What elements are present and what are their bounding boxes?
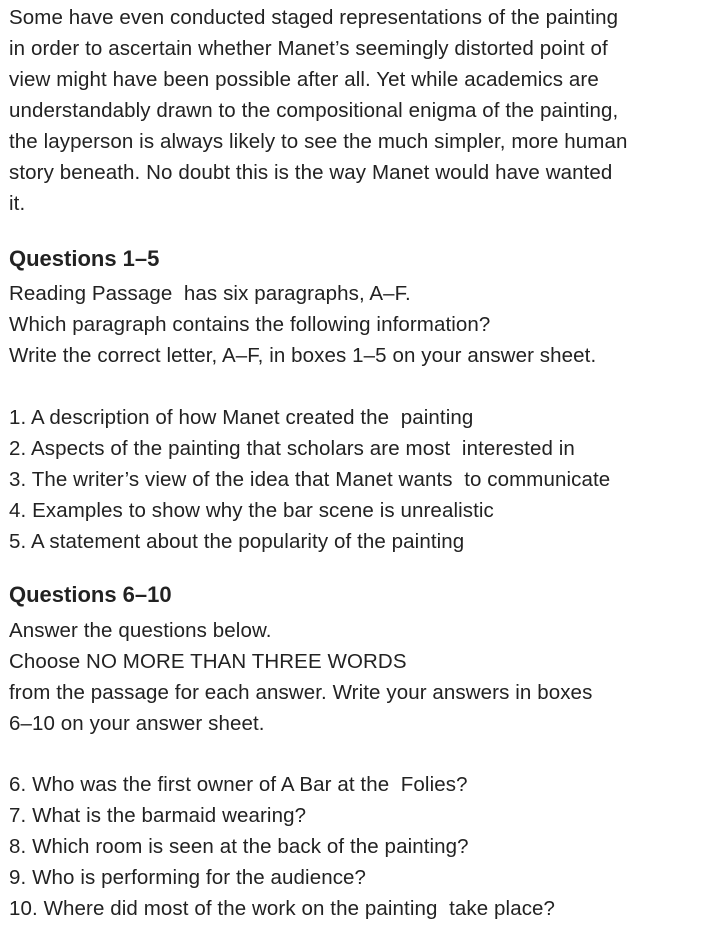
question-item: 4. Examples to show why the bar scene is unrealistic	[9, 499, 494, 522]
instruction-line: Answer the questions below.	[9, 619, 272, 642]
question-item: 6. Who was the first owner of A Bar at the Folies?	[9, 773, 468, 796]
question-item: 5. A statement about the popularity of the painting	[9, 530, 465, 553]
question-item: 7. What is the barmaid wearing?	[9, 804, 307, 827]
question-item: 9. Who is performing for the audience?	[9, 866, 367, 889]
question-item: 2. Aspects of the painting that scholars are most interested in	[9, 437, 575, 460]
instruction-line: 6–10 on your answer sheet.	[9, 712, 265, 735]
question-item: 3. The writer’s view of the idea that Manet wants to communicate	[9, 468, 611, 491]
instruction-line: Choose NO MORE THAN THREE WORDS	[9, 650, 407, 673]
passage-line: understandably drawn to the compositional enigma of the painting,	[9, 99, 619, 122]
passage-line: view might have been possible after all. Yet while academics are	[9, 68, 599, 91]
section-heading: Questions 6–10	[9, 582, 172, 607]
instruction-line: from the passage for each answer. Write your answers in boxes	[9, 681, 593, 704]
passage-line: the layperson is always likely to see the much simpler, more human	[9, 130, 628, 153]
passage-line: Some have even conducted staged representations of the painting	[9, 6, 619, 29]
instruction-line: Write the correct letter, A–F, in boxes 1–5 on your answer sheet.	[9, 344, 597, 367]
instruction-line: Reading Passage has six paragraphs, A–F.	[9, 282, 411, 305]
question-item: 10. Where did most of the work on the painting take place?	[9, 897, 556, 920]
question-item: 1. A description of how Manet created the painting	[9, 406, 474, 429]
passage-line: it.	[9, 192, 26, 215]
passage-line: in order to ascertain whether Manet’s seemingly distorted point of	[9, 37, 608, 60]
passage-line: story beneath. No doubt this is the way Manet would have wanted	[9, 161, 613, 184]
section-heading: Questions 1–5	[9, 246, 160, 271]
question-item: 8. Which room is seen at the back of the painting?	[9, 835, 469, 858]
instruction-line: Which paragraph contains the following information?	[9, 313, 491, 336]
